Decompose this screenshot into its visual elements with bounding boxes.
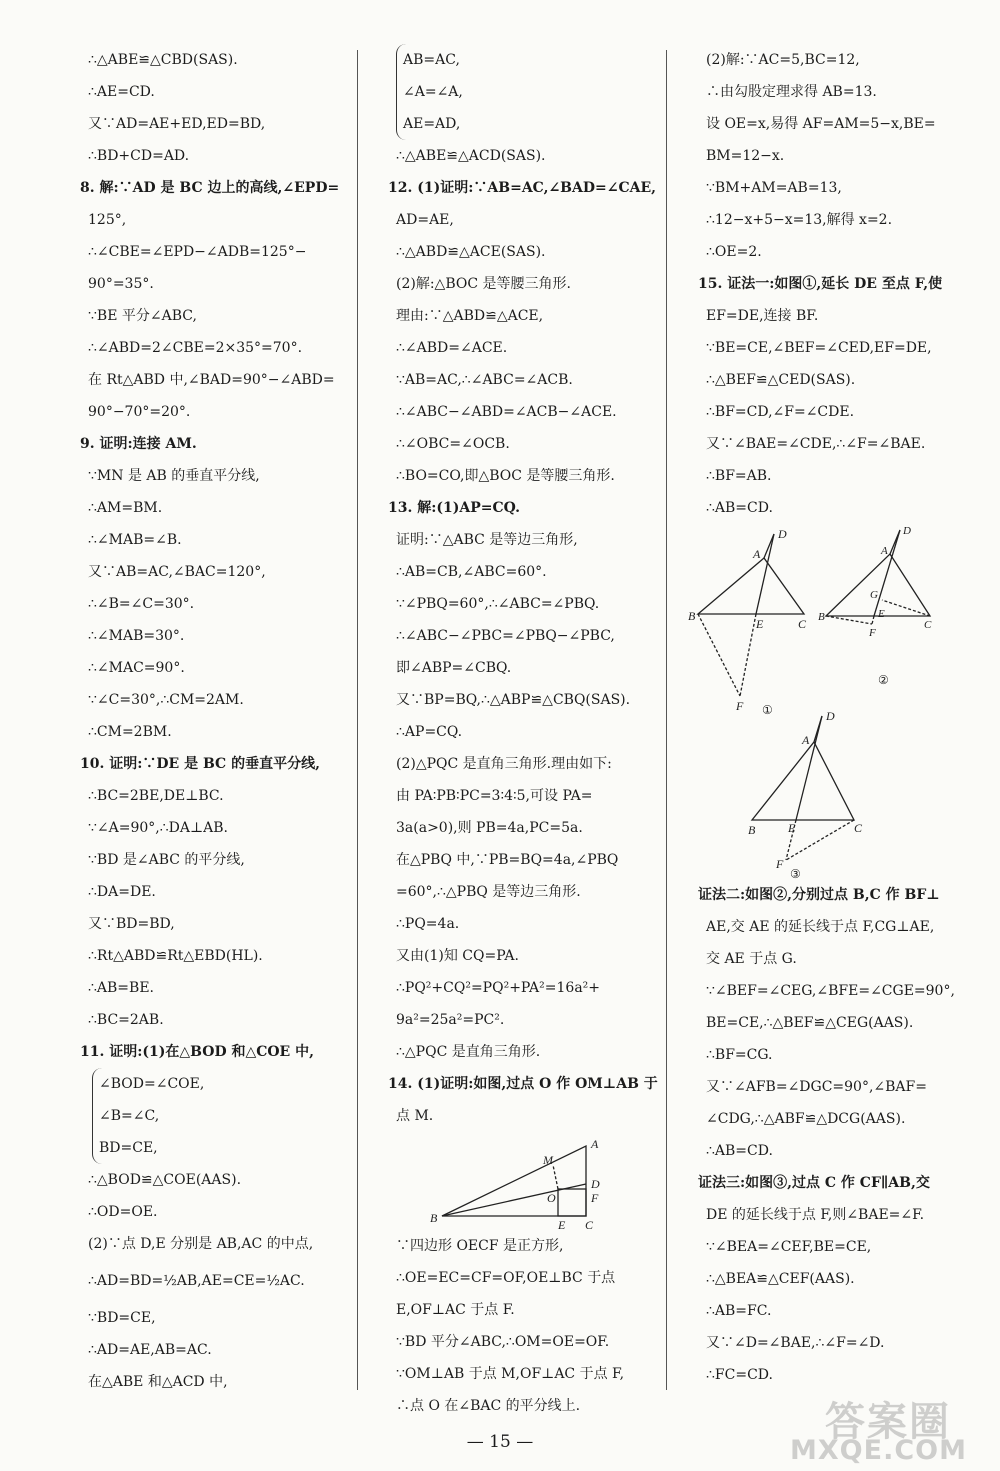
problem-10-heading: 10. 证明:∵DE 是 BC 的垂直平分线, — [80, 756, 320, 772]
brace-group — [396, 44, 653, 140]
text-line: ∵∠BEA=∠CEF,BE=CE, — [706, 1239, 872, 1255]
text-line: 点 M. — [396, 1108, 434, 1124]
text-line: ∵OM⊥AB 于点 M,OF⊥AC 于点 F, — [396, 1366, 625, 1382]
fig2-label-d: D — [903, 525, 911, 537]
fig2-label-g: G — [870, 589, 878, 601]
column-middle — [388, 44, 658, 1422]
text-line: ∴由勾股定理求得 AB=13. — [706, 84, 877, 100]
text-line: ∴AB=CB,∠ABC=60°. — [396, 564, 547, 580]
fig3-label-d: D — [826, 709, 835, 723]
text-line: ∴△ABE≌△CBD(SAS). — [88, 52, 238, 68]
text-line: 理由:∵△ABD≌△ACE, — [396, 308, 544, 324]
text-line: 在△ABE 和△ACD 中, — [88, 1374, 228, 1390]
text-line: ∴BC=2AB. — [88, 1012, 164, 1028]
text-line: AE=AD, — [403, 116, 461, 132]
text-line: ∵MN 是 AB 的垂直平分线, — [88, 468, 260, 484]
figure-15-diagrams — [688, 524, 963, 881]
fig1-label-c: C — [798, 617, 807, 631]
text-line: ∴OD=OE. — [88, 1204, 158, 1220]
fig3-label-f: F — [776, 857, 784, 871]
text-line: EF=DE,连接 BF. — [706, 308, 819, 324]
text-line: 又∵BD=BD, — [88, 916, 175, 932]
text-line: ∵∠A=90°,∴DA⊥AB. — [88, 820, 228, 836]
fig2-caption: ② — [878, 673, 889, 687]
text-line: 90°−70°=20°. — [88, 404, 191, 420]
text-line: ∴AB=FC. — [706, 1303, 772, 1319]
label-e: E — [558, 1218, 566, 1232]
text-line: ∴DA=DE. — [88, 884, 156, 900]
fig1-label-a: A — [753, 547, 761, 561]
fig1-label-f: F — [736, 699, 744, 713]
text-line: ∴BC=2BE,DE⊥BC. — [88, 788, 224, 804]
text-line: AB=AC, — [403, 52, 460, 68]
segment-om — [553, 1165, 558, 1189]
text-line: ∴∠ABC−∠ABD=∠ACB−∠ACE. — [396, 404, 617, 420]
text-line: ∴∠ABC−∠PBC=∠PBQ−∠PBC, — [396, 628, 615, 644]
label-d: D — [591, 1177, 600, 1191]
label-b: B — [430, 1211, 438, 1225]
problem-14-heading: 14. (1)证明:如图,过点 O 作 OM⊥AB 于 — [388, 1076, 658, 1092]
fig1-label-e: E — [756, 617, 764, 631]
label-c: C — [585, 1218, 594, 1232]
text-line: (2)解:△BOC 是等腰三角形. — [396, 276, 571, 292]
fig2-label-a: A — [881, 545, 888, 557]
text-line: =60°,∴△PBQ 是等边三角形. — [396, 884, 581, 900]
text-line: ∵∠BEF=∠CEG,∠BFE=∠CGE=90°, — [706, 983, 955, 999]
text-line: ∴BO=CO,即△BOC 是等腰三角形. — [396, 468, 615, 484]
text-line: ∵∠PBQ=60°,∴∠ABC=∠PBQ. — [396, 596, 600, 612]
text-line: ∴△PQC 是直角三角形. — [396, 1044, 541, 1060]
text-line: ∴BF=AB. — [706, 468, 772, 484]
text-line: 9a²=25a²=PC². — [396, 1012, 505, 1028]
text-line: 即∠ABP=∠CBQ. — [396, 660, 512, 676]
text-line: ∴AB=BE. — [88, 980, 154, 996]
triangle-abc — [442, 1146, 586, 1216]
text-line: 交 AE 于点 G. — [706, 951, 797, 967]
text-line: (2)△PQC 是直角三角形.理由如下: — [396, 756, 612, 772]
text-line: 125°, — [88, 212, 127, 228]
text-line: AE,交 AE 的延长线于点 F,CG⊥AE, — [706, 919, 935, 935]
text-line: 3a(a>0),则 PB=4a,PC=5a. — [396, 820, 583, 836]
text-line: BD=CE, — [99, 1140, 158, 1156]
text-line: 又∵∠D=∠BAE,∴∠F=∠D. — [706, 1335, 885, 1351]
text-line: ∴∠B=∠C=30°. — [88, 596, 195, 612]
text-line: 又∵AD=AE+ED,ED=BD, — [88, 116, 266, 132]
text-line: ∵BE=CE,∠BEF=∠CED,EF=DE, — [706, 340, 932, 356]
text-line: ∴AE=CD. — [88, 84, 155, 100]
text-line: ∴AB=CD. — [706, 1143, 773, 1159]
text-line: ∴∠OBC=∠OCB. — [396, 436, 510, 452]
fig3-label-c: C — [854, 821, 863, 835]
text-line: ∵BE 平分∠ABC, — [88, 308, 197, 324]
text-line: ∴点 O 在∠BAC 的平分线上. — [396, 1398, 581, 1414]
text-line: ∵AB=AC,∴∠ABC=∠ACB. — [396, 372, 573, 388]
text-line: ∴△BEA≌△CEF(AAS). — [706, 1271, 855, 1287]
column-divider-right — [666, 50, 667, 1390]
watermark-logo: 答案圈 — [825, 1399, 951, 1445]
text-line: ∵BD 平分∠ABC,∴OM=OE=OF. — [396, 1334, 610, 1350]
problem-12-heading: 12. (1)证明:∵AB=AC,∠BAD=∠CAE, — [388, 180, 657, 196]
text-line: ∴AM=BM. — [88, 500, 163, 516]
text-line: ∵四边形 OECF 是正方形, — [396, 1238, 564, 1254]
problem-11-heading: 11. 证明:(1)在△BOD 和△COE 中, — [80, 1044, 314, 1060]
text-line: ∴PQ=4a. — [396, 916, 460, 932]
text-line: 在 Rt△ABD 中,∠BAD=90°−∠ABD= — [88, 372, 335, 388]
label-o: O — [547, 1191, 556, 1205]
text-line: ∴AD=BD=½AB,AE=CE=½AC. — [88, 1273, 305, 1289]
text-line: 又∵∠AFB=∠DGC=90°,∠BAF= — [706, 1079, 927, 1095]
proof-2-heading: 证法二:如图②,分别过点 B,C 作 BF⊥ — [698, 887, 940, 903]
text-line: DE 的延长线于点 F,则∠BAE=∠F. — [706, 1207, 925, 1223]
column-divider-left — [357, 50, 358, 1390]
text-line: 又∵∠BAE=∠CDE,∴∠F=∠BAE. — [706, 436, 926, 452]
figure-14-diagram — [388, 1132, 653, 1230]
text-line: ∴∠CBE=∠EPD−∠ADB=125°− — [88, 244, 307, 260]
figure-15-1 — [698, 534, 804, 696]
text-line: ∠B=∠C, — [99, 1108, 160, 1124]
text-line: ∴AP=CQ. — [396, 724, 463, 740]
label-a: A — [591, 1137, 599, 1151]
text-line: ∴∠MAB=30°. — [88, 628, 185, 644]
text-line: ∴12−x+5−x=13,解得 x=2. — [706, 212, 893, 228]
problem-9-heading: 9. 证明:连接 AM. — [80, 436, 197, 452]
text-line: 又∵AB=AC,∠BAC=120°, — [88, 564, 266, 580]
text-line: ∠BOD=∠COE, — [99, 1076, 205, 1092]
text-line: BE=CE,∴△BEF≌△CEG(AAS). — [706, 1015, 914, 1031]
label-m: M — [543, 1153, 553, 1167]
fig1-caption: ① — [762, 703, 773, 717]
text-line: ∵BD 是∠ABC 的平分线, — [88, 852, 245, 868]
text-line: ∵∠C=30°,∴CM=2AM. — [88, 692, 244, 708]
fig1-label-d: D — [778, 527, 787, 541]
fig3-label-e: E — [788, 821, 796, 835]
brace-group — [92, 1068, 345, 1164]
fig3-label-a: A — [802, 733, 810, 747]
text-line: ∵BD=CE, — [88, 1310, 156, 1326]
text-line: (2)∵点 D,E 分别是 AB,AC 的中点, — [88, 1236, 314, 1252]
fig1-label-b: B — [688, 609, 696, 623]
fig3-label-b: B — [748, 823, 756, 837]
text-line: ∴∠MAC=90°. — [88, 660, 185, 676]
text-line: ∴Rt△ABD≌Rt△EBD(HL). — [88, 948, 263, 964]
problem-8-heading: 8. 解:∵AD 是 BC 边上的高线,∠EPD= — [80, 180, 340, 196]
text-line: ∠A=∠A, — [403, 84, 463, 100]
text-line: ∴∠ABD=∠ACE. — [396, 340, 508, 356]
text-line: ∴FC=CD. — [706, 1367, 773, 1383]
fig2-label-b: B — [818, 611, 825, 623]
text-line: ∴△ABD≌△ACE(SAS). — [396, 244, 546, 260]
problem-13-heading: 13. 解:(1)AP=CQ. — [388, 500, 521, 516]
text-line: ∴OE=EC=CF=OF,OE⊥BC 于点 — [396, 1270, 616, 1286]
text-line: (2)解:∵AC=5,BC=12, — [706, 52, 860, 68]
text-line: E,OF⊥AC 于点 F. — [396, 1302, 515, 1318]
text-line: ∴AB=CD. — [706, 500, 773, 516]
text-line: 90°=35°. — [88, 276, 154, 292]
text-line: 又∵BP=BQ,∴△ABP≌△CBQ(SAS). — [396, 692, 631, 708]
text-line: 设 OE=x,易得 AF=AM=5−x,BE= — [706, 116, 936, 132]
text-line: ∴AD=AE,AB=AC. — [88, 1342, 212, 1358]
text-line: ∴BF=CD,∠F=∠CDE. — [706, 404, 855, 420]
text-line: 证明:∵△ABC 是等边三角形, — [396, 532, 578, 548]
text-line: 又由(1)知 CQ=PA. — [396, 948, 519, 964]
text-line: ∴OE=2. — [706, 244, 762, 260]
column-right — [688, 44, 963, 1391]
text-line: AD=AE, — [396, 212, 454, 228]
text-line: ∴△BEF≌△CED(SAS). — [706, 372, 856, 388]
fig2-label-e: E — [878, 608, 885, 620]
fig2-label-c: C — [924, 619, 932, 631]
column-left — [80, 44, 345, 1398]
text-line: ∴PQ²+CQ²=PQ²+PA²=16a²+ — [396, 980, 601, 996]
text-line: BM=12−x. — [706, 148, 785, 164]
text-line: ∴BF=CG. — [706, 1047, 773, 1063]
text-line: ∠CDG,∴△ABF≌△DCG(AAS). — [706, 1111, 906, 1127]
label-f: F — [591, 1191, 599, 1205]
text-line: 在△PBQ 中,∵PB=BQ=4a,∠PBQ — [396, 852, 619, 868]
page-number: — 15 — — [466, 1432, 534, 1452]
fig3-caption: ③ — [790, 867, 801, 881]
proof-3-heading: 证法三:如图③,过点 C 作 CF∥AB,交 — [698, 1175, 930, 1191]
text-line: ∴△BOD≌△COE(AAS). — [88, 1172, 242, 1188]
fig2-label-f: F — [869, 627, 876, 639]
text-line: 由 PA∶PB∶PC=3∶4∶5,可设 PA= — [396, 788, 593, 804]
text-line: ∴∠ABD=2∠CBE=2×35°=70°. — [88, 340, 303, 356]
text-line: ∴∠MAB=∠B. — [88, 532, 182, 548]
text-line: ∴BD+CD=AD. — [88, 148, 190, 164]
text-line: ∴CM=2BM. — [88, 724, 172, 740]
square-oecf — [558, 1189, 586, 1216]
problem-15-heading: 15. 证法一:如图①,延长 DE 至点 F,使 — [698, 276, 943, 292]
watermark-url: MXQE.COM — [790, 1435, 967, 1466]
text-line: ∴△ABE≌△ACD(SAS). — [396, 148, 546, 164]
text-line: ∵BM+AM=AB=13, — [706, 180, 842, 196]
